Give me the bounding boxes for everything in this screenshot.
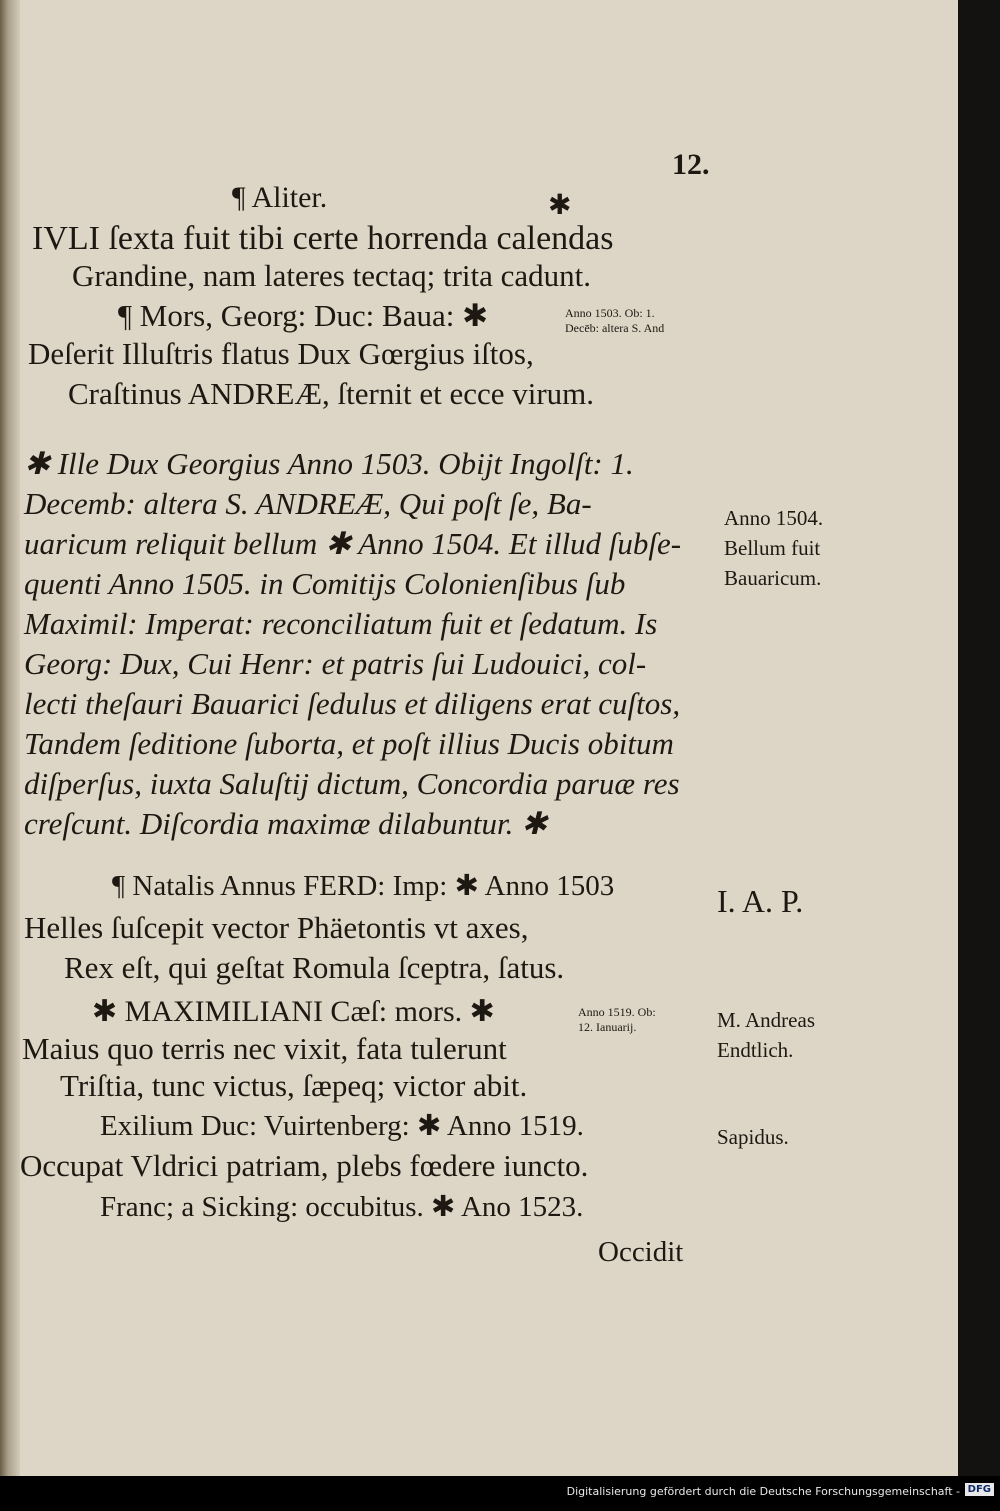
catchword: Occidit	[598, 1236, 684, 1268]
scan-edge	[958, 0, 1000, 1476]
page-number: 12.	[672, 148, 710, 181]
side-note-inline: Decēb: altera S. And	[565, 321, 665, 335]
prose-line: Tandem ſeditione ſuborta, et poſt illius Ducis obitum	[24, 726, 674, 761]
verse-line: Maius quo terris nec vixit, fata tulerunt	[22, 1031, 507, 1066]
prose-line: creſcunt. Diſcordia maximæ dilabuntur. ✱	[24, 806, 548, 841]
footer-credit: Digitalisierung gefördert durch die Deutsche Forschungsgemeinschaft -	[566, 1485, 960, 1498]
margin-note: Bauaricum.	[724, 566, 822, 590]
verse-line: Occupat Vldrici patriam, plebs fœdere iuncto.	[20, 1148, 589, 1183]
margin-note: Sapidus.	[717, 1125, 789, 1149]
prose-line: ✱ Ille Dux Georgius Anno 1503. Obijt Ingolſt: 1.	[24, 446, 634, 481]
heading-mors-georg: ¶ Mors, Georg: Duc: Baua: ✱	[118, 298, 489, 333]
verse-line: Craſtinus ANDREÆ, ſternit et ecce virum.	[68, 376, 595, 411]
prose-line: uaricum reliquit bellum ✱ Anno 1504. Et illud ſubſe-	[24, 526, 682, 561]
verse-line: Grandine, nam lateres tectaq; trita cadunt.	[72, 258, 592, 293]
side-note-inline: 12. Ianuarij.	[578, 1020, 637, 1034]
verse-line: Helles ſuſcepit vector Phäetontis vt axes,	[24, 910, 529, 945]
margin-note: M. Andreas	[717, 1008, 815, 1032]
heading-maximiliani: ✱ MAXIMILIANI Cæſ: mors. ✱	[92, 995, 495, 1028]
margin-note: Bellum fuit	[724, 536, 821, 560]
margin-note: Anno 1504.	[724, 506, 824, 530]
prose-line: Maximil: Imperat: reconciliatum fuit et ſedatum. Is	[24, 606, 658, 641]
heading-exilium: Exilium Duc: Vuirtenberg: ✱ Anno 1519.	[100, 1110, 584, 1142]
verse-line: IVLI ſexta fuit tibi certe horrenda calendas	[32, 220, 614, 257]
verse-line: Rex eſt, qui geſtat Romula ſceptra, ſatus.	[64, 950, 565, 985]
heading-natalis: ¶ Natalis Annus FERD: Imp: ✱ Anno 1503	[112, 870, 615, 902]
verse-line: Deſerit Illuſtris flatus Dux Gœrgius iſtos,	[28, 336, 534, 371]
verse-line: Triſtia, tunc victus, ſæpeq; victor abit.	[60, 1068, 528, 1103]
prose-line: diſperſus, iuxta Saluſtij dictum, Concordia paruæ res	[24, 766, 680, 801]
margin-note-initials: I. A. P.	[717, 883, 804, 919]
heading-sicking: Franc; a Sicking: occubitus. ✱ Ano 1523.	[100, 1191, 584, 1223]
footer-bar	[0, 1476, 1000, 1511]
dfg-logo: DFG	[965, 1483, 994, 1496]
side-note-inline: Anno 1503. Ob: 1.	[565, 306, 655, 320]
star-mark: ✱	[548, 190, 572, 221]
side-note-inline: Anno 1519. Ob:	[578, 1005, 656, 1019]
margin-note: Endtlich.	[717, 1038, 794, 1062]
prose-line: Decemb: altera S. ANDREÆ, Qui poſt ſe, Ba-	[24, 486, 592, 521]
prose-line: lecti theſauri Bauarici ſedulus et diligens erat cuſtos,	[24, 686, 681, 721]
prose-line: quenti Anno 1505. in Comitijs Colonienſibus ſub	[24, 566, 626, 601]
prose-line: Georg: Dux, Cui Henr: et patris ſui Ludouici, col-	[24, 646, 647, 681]
heading-aliter: ¶ Aliter.	[232, 181, 328, 214]
page-gutter	[0, 0, 20, 1476]
